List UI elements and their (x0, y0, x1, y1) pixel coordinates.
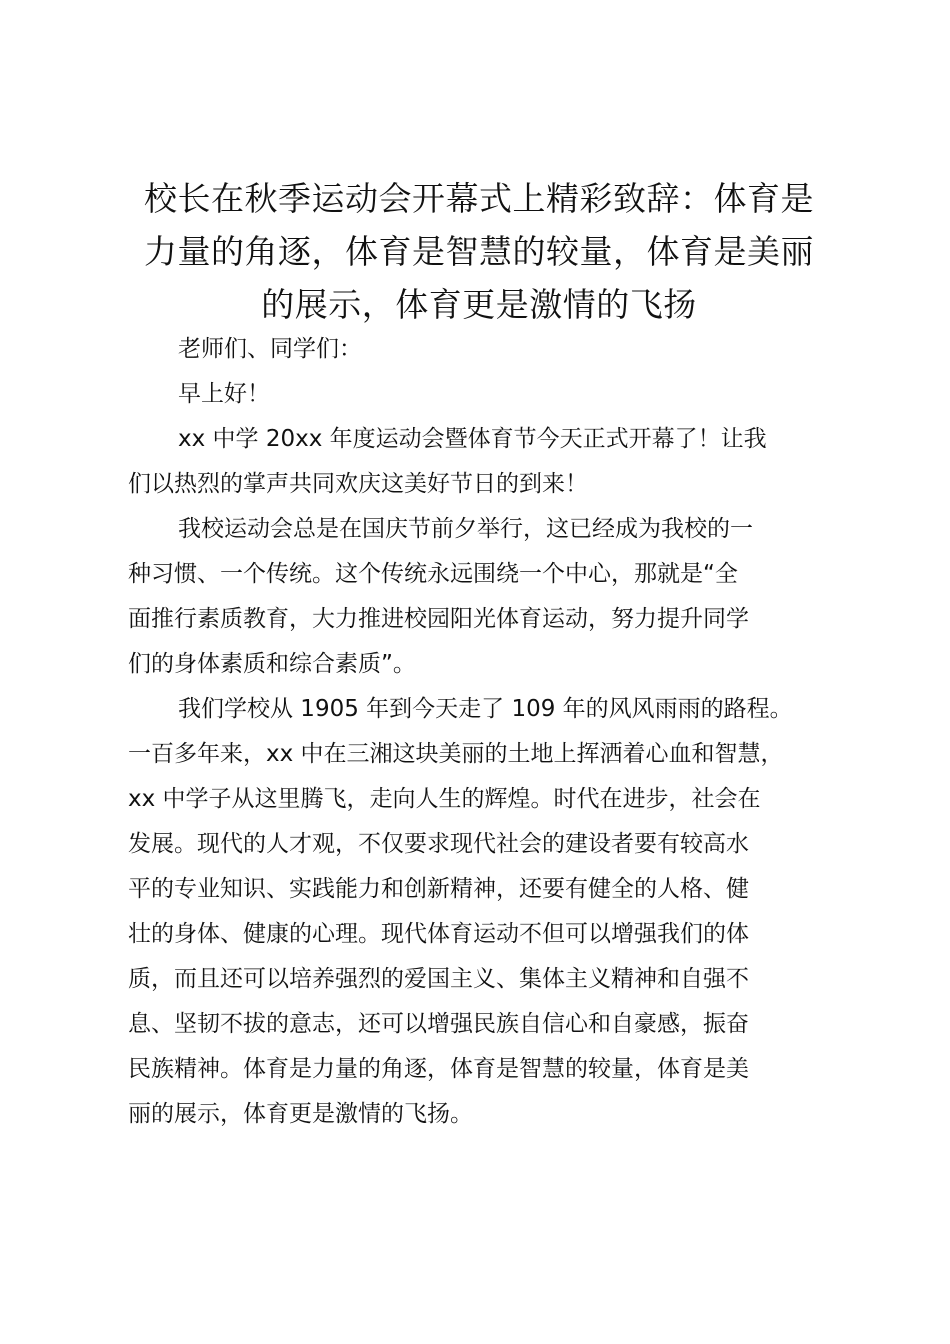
text-line: 我们学校从 1905 年到今天走了 109 年的风风雨雨的路程。 (178, 696, 793, 722)
document-title (118, 172, 840, 331)
text-line: xx 中学 20xx 年度运动会暨体育节今天正式开幕了！让我 (178, 426, 767, 452)
text-line: 发展。现代的人才观，不仅要求现代社会的建设者要有较高水 (128, 831, 749, 857)
text-line: 壮的身体、健康的心理。现代体育运动不但可以增强我们的体 (128, 921, 749, 947)
salutation-paragraph (128, 327, 840, 372)
title-line: 的展示，体育更是激情的飞扬 (261, 285, 697, 324)
text-line: xx 中学子从这里腾飞，走向人生的辉煌。时代在进步，社会在 (128, 786, 761, 812)
text-line: 们以热烈的掌声共同欢庆这美好节日的到来！ (128, 471, 588, 497)
text-line: 老师们、同学们： (178, 336, 362, 362)
text-line: 民族精神。体育是力量的角逐，体育是智慧的较量，体育是美 (128, 1056, 749, 1082)
text-line: 们的身体素质和综合素质”。 (128, 651, 416, 677)
document-body (128, 327, 840, 1137)
title-line: 校长在秋季运动会开幕式上精彩致辞：体育是 (144, 179, 814, 218)
text-line: 一百多年来，xx 中在三湘这块美丽的土地上挥洒着心血和智慧， (128, 741, 784, 767)
greeting-paragraph (128, 372, 840, 417)
text-line: 种习惯、一个传统。这个传统永远围绕一个中心，那就是“全 (128, 561, 738, 587)
title-line: 力量的角逐，体育是智慧的较量，体育是美丽 (144, 232, 814, 271)
text-line: 面推行素质教育，大力推进校园阳光体育运动，努力提升同学 (128, 606, 749, 632)
text-line: 我校运动会总是在国庆节前夕举行，这已经成为我校的一 (178, 516, 753, 542)
text-line: 息、坚韧不拔的意志，还可以增强民族自信心和自豪感，振奋 (128, 1011, 749, 1037)
tradition-paragraph (128, 507, 840, 687)
text-line: 平的专业知识、实践能力和创新精神，还要有健全的人格、健 (128, 876, 749, 902)
text-line: 丽的展示，体育更是激情的飞扬。 (128, 1101, 473, 1127)
text-line: 早上好！ (178, 381, 270, 407)
history-paragraph (128, 687, 840, 1137)
opening-paragraph (128, 417, 840, 507)
text-line: 质，而且还可以培养强烈的爱国主义、集体主义精神和自强不 (128, 966, 749, 992)
